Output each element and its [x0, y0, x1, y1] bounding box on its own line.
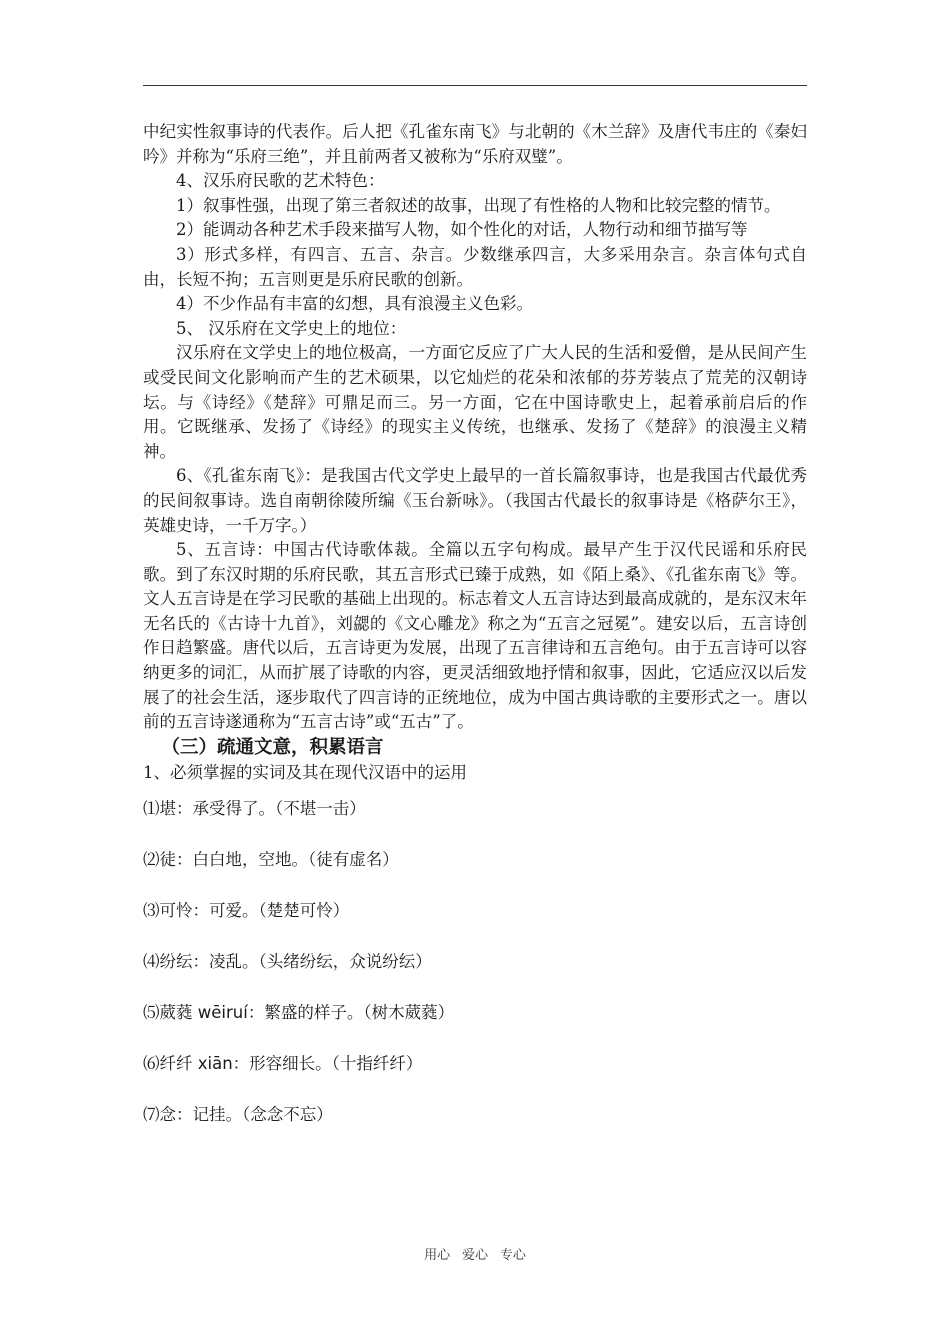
vocab-meaning: ：形容细长。（十指纤纤） [232, 1054, 423, 1074]
vocab-meaning: ：承受得了。（不堪一击） [176, 799, 366, 819]
vocab-meaning: ：可爱。（楚楚可怜） [192, 901, 350, 921]
vocab-number: ⑸ [143, 1003, 160, 1023]
vocab-word: 纤纤 [159, 1054, 193, 1074]
document-body [143, 120, 807, 1154]
vocab-item [143, 848, 807, 899]
vocab-item [143, 1103, 807, 1154]
vocab-number: ⑴ [143, 799, 160, 819]
vocab-word: 念 [159, 1105, 176, 1125]
paragraph-6: 5、 汉乐府在文学史上的地位： [176, 318, 407, 338]
vocab-item [143, 899, 807, 950]
vocab-number: ⑷ [143, 952, 160, 972]
vocab-meaning: ：凌乱。（头绪纷纭，众说纷纭） [192, 952, 432, 972]
paragraph-4: 3）形式多样，有四言、五言、杂言。少数继承四言，大多采用杂言。杂言体句式自由，长短不拘；五言则更是乐府民歌的创新。 [143, 244, 807, 289]
paragraph-2: 1）叙事性强，出现了第三者叙述的故事，出现了有性格的人物和比较完整的情节。 [176, 195, 781, 215]
paragraphs [143, 120, 807, 735]
vocab-number: ⑺ [143, 1105, 160, 1125]
section-heading: （三）疏通文意，积累语言 [161, 736, 384, 758]
vocab-item [143, 1001, 807, 1052]
vocab-item [143, 950, 807, 1001]
vocab-word: 可怜 [159, 901, 193, 921]
paragraph-9: 5、五言诗：中国古代诗歌体裁。全篇以五字句构成。最早产生于汉代民谣和乐府民歌。到了东汉时期的乐府民歌，其五言形式已臻于成熟，如《陌上桑》、《孔雀东南飞》等。文人五言诗是在学习民歌的基础上出现的。标志着文人五言诗达到最高成就的，是东汉末年无名氏的《古诗十九首》，刘勰的《文心雕龙》称之为“五言之冠冕”。建安以后，五言诗创作日趋繁盛。唐代以后，五言诗更为发展，出现了五言律诗和五言绝句。由于五言诗可以容纳更多的词汇，从而扩展了诗歌的内容，更灵活细致地抒情和叙事，因此，它适应汉以后发展了的社会生活，逐步取代了四言诗的正统地位，成为中国古典诗歌的主要形式之一。唐以前的五言诗遂通称为“五言古诗”或“五古”了。 [143, 540, 807, 732]
paragraph-8: 6、《孔雀东南飞》：是我国古代文学史上最早的一首长篇叙事诗，也是我国古代最优秀的民间叙事诗。选自南朝徐陵所编《玉台新咏》。（我国古代最长的叙事诗是《格萨尔王》，英雄史诗，一千万字。） [143, 466, 807, 535]
vocab-word: 纷纭 [159, 952, 193, 972]
vocab-word: 徒 [159, 850, 176, 870]
vocab-word: 葳蕤 [159, 1003, 193, 1023]
paragraph-5: 4）不少作品有丰富的幻想，具有浪漫主义色彩。 [176, 294, 533, 314]
vocab-list [143, 797, 807, 1154]
vocab-word: 堪 [159, 799, 176, 819]
vocab-pinyin: wēiruí [192, 1003, 248, 1023]
paragraph-1: 4、汉乐府民歌的艺术特色： [176, 171, 385, 191]
vocab-item [143, 797, 807, 848]
vocab-number: ⑵ [143, 850, 160, 870]
paragraph-0: 中纪实性叙事诗的代表作。后人把《孔雀东南飞》与北朝的《木兰辞》及唐代韦庄的《秦妇吟》并称为“乐府三绝”，并且前两者又被称为“乐府双璧”。 [143, 122, 807, 166]
header-rule [143, 85, 807, 86]
vocab-item [143, 1052, 807, 1103]
vocab-pinyin: xiān [192, 1054, 233, 1074]
page-footer: 用心 爱心 专心 [424, 1248, 526, 1263]
paragraph-7: 汉乐府在文学史上的地位极高，一方面它反应了广大人民的生活和爱僧，是从民间产生或受民间文化影响而产生的艺术硕果，以它灿烂的花朵和浓郁的芬芳装点了荒芜的汉朝诗坛。与《诗经》《楚辞》可鼎足而三。另一方面，它在中国诗歌史上，起着承前启后的作用。它既继承、发扬了《诗经》的现实主义传统，也继承、发扬了《楚辞》的浪漫主义精神。 [143, 343, 807, 461]
vocab-meaning: ：白白地，空地。（徒有虚名） [176, 850, 399, 870]
subheading: 1、必须掌握的实词及其在现代汉语中的运用 [143, 762, 467, 782]
vocab-meaning: ：繁盛的样子。（树木葳蕤） [247, 1003, 455, 1023]
vocab-meaning: ：记挂。（念念不忘） [176, 1105, 333, 1125]
vocab-number: ⑶ [143, 901, 160, 921]
vocab-number: ⑹ [143, 1054, 160, 1074]
paragraph-3: 2）能调动各种艺术手段来描写人物，如个性化的对话，人物行动和细节描写等 [176, 220, 748, 240]
